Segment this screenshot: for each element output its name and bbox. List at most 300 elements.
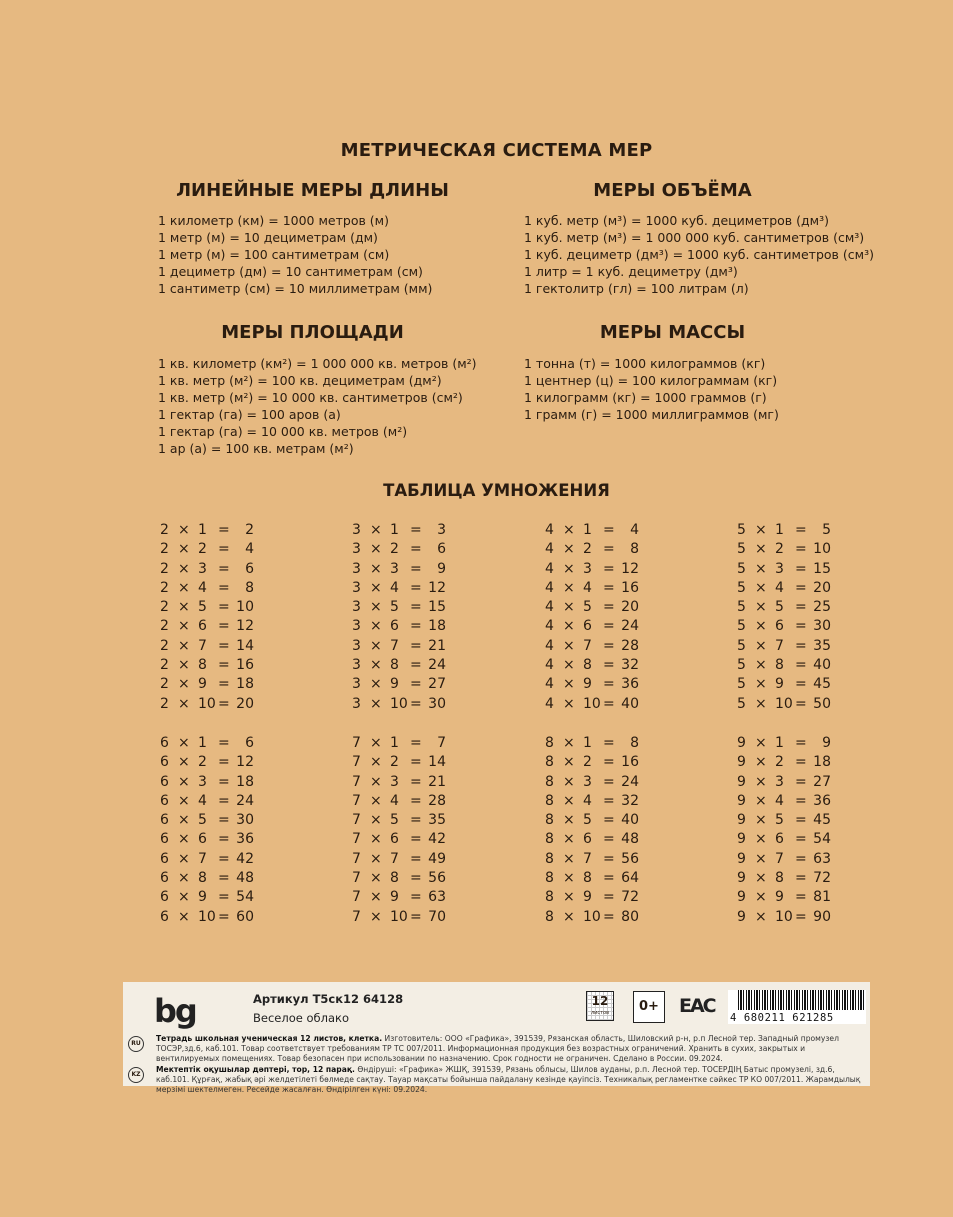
times-sign: ×: [563, 754, 575, 771]
product: 16: [621, 579, 639, 596]
equals-sign: =: [795, 657, 807, 674]
equals-sign: =: [795, 695, 807, 712]
multiplication-row: [352, 773, 462, 792]
series-name: Веселое облако: [253, 1011, 349, 1025]
multiplier: 9: [390, 676, 399, 693]
factor: 3: [352, 637, 361, 654]
multiplication-row: [352, 869, 462, 888]
area-section-title: МЕРЫ ПЛОЩАДИ: [221, 322, 404, 343]
factor: 9: [737, 735, 746, 751]
page-title: МЕТРИЧЕСКАЯ СИСТЕМА МЕР: [340, 140, 653, 161]
equals-sign: =: [603, 792, 615, 809]
factor: 9: [737, 889, 746, 906]
multiplier: 2: [775, 541, 784, 558]
times-sign: ×: [370, 599, 382, 616]
equals-sign: =: [410, 618, 422, 635]
factor: 4: [545, 618, 554, 635]
product: 24: [236, 792, 254, 809]
multiplication-row: [352, 598, 462, 617]
times-sign: ×: [755, 870, 767, 887]
times-sign: ×: [563, 831, 575, 848]
factor: 2: [160, 676, 169, 693]
times-sign: ×: [370, 541, 382, 558]
product: 14: [428, 754, 446, 771]
equals-sign: =: [410, 695, 422, 712]
factor: 3: [352, 618, 361, 635]
area-lines: [158, 355, 477, 457]
times-sign: ×: [178, 522, 190, 538]
times-sign: ×: [370, 637, 382, 654]
product: 28: [428, 792, 446, 809]
equals-sign: =: [603, 637, 615, 654]
multiplier: 4: [583, 792, 592, 809]
age-rating-badge: 0+: [633, 991, 665, 1023]
product: 6: [437, 541, 446, 558]
times-sign: ×: [755, 637, 767, 654]
times-sign: ×: [563, 773, 575, 790]
multiplication-row: [160, 850, 270, 869]
factor: 3: [352, 560, 361, 577]
area-line: 1 гектар (га) = 10 000 кв. метров (м²): [158, 424, 408, 439]
times-sign: ×: [370, 870, 382, 887]
equals-sign: =: [218, 657, 230, 674]
multiplier: 5: [198, 812, 207, 829]
multiplier: 8: [198, 657, 207, 674]
factor: 5: [737, 599, 746, 616]
equals-sign: =: [603, 754, 615, 771]
multiplication-row: [160, 598, 270, 617]
equals-sign: =: [218, 637, 230, 654]
factor: 5: [737, 618, 746, 635]
multiplication-row: [545, 773, 655, 792]
length-line: 1 дециметр (дм) = 10 сантиметрам (см): [158, 264, 423, 279]
multiplication-row: [352, 734, 462, 753]
product: 15: [813, 560, 831, 577]
times-sign: ×: [178, 908, 190, 925]
times-sign: ×: [755, 541, 767, 558]
kz-info-body: Өндіруші: «Графика» ЖШҚ, 391539, Рязань облысы, Шилов ауданы, р.п. Лесной тер. ТОСЕРДІҢ Батыс промузелі, зд.6, каб.101. Құрғақ, жабық әрі желдетілеті бөлмеде сақтау. Тауар мақсаты бойынша пайдалану кезінде қауіпсіз. Техникалық регламентке сәйкес ТР КО 007/2011. Жарамдылық мерзімі шектелмеген. Ресейде жасалған. Өндірілген күні: 09.2024.: [156, 1065, 861, 1094]
equals-sign: =: [603, 560, 615, 577]
multiplication-row: [545, 792, 655, 811]
equals-sign: =: [795, 812, 807, 829]
factor: 5: [737, 560, 746, 577]
product: 8: [245, 579, 254, 596]
multiplier: 3: [198, 773, 207, 790]
equals-sign: =: [795, 754, 807, 771]
multiplication-row: [352, 695, 462, 714]
factor: 6: [160, 792, 169, 809]
product: 8: [630, 735, 639, 751]
product: 21: [428, 773, 446, 790]
product: 35: [428, 812, 446, 829]
product: 63: [428, 889, 446, 906]
times-sign: ×: [178, 695, 190, 712]
multiplier: 2: [390, 541, 399, 558]
factor: 7: [352, 754, 361, 771]
kz-info-text: [156, 1065, 868, 1095]
mass-line: 1 центнер (ц) = 100 килограммам (кг): [524, 373, 778, 388]
multiplier: 7: [390, 637, 399, 654]
mass-line: 1 грамм (г) = 1000 миллиграммов (мг): [524, 407, 779, 422]
times-sign: ×: [755, 773, 767, 790]
times-sign: ×: [370, 560, 382, 577]
factor: 5: [737, 637, 746, 654]
times-sign: ×: [563, 637, 575, 654]
equals-sign: =: [795, 579, 807, 596]
factor: 7: [352, 831, 361, 848]
times-sign: ×: [370, 773, 382, 790]
multiplication-row: [545, 830, 655, 849]
area-line: 1 гектар (га) = 100 аров (а): [158, 407, 341, 422]
times-sign: ×: [755, 618, 767, 635]
equals-sign: =: [603, 676, 615, 693]
multiplication-row: [545, 637, 655, 656]
multiplier: 9: [775, 889, 784, 906]
factor: 4: [545, 560, 554, 577]
times-sign: ×: [563, 599, 575, 616]
multiplication-row: [352, 850, 462, 869]
times-sign: ×: [178, 831, 190, 848]
factor: 7: [352, 812, 361, 829]
equals-sign: =: [795, 831, 807, 848]
multiplication-row: [160, 869, 270, 888]
equals-sign: =: [795, 870, 807, 887]
times-sign: ×: [178, 812, 190, 829]
multiplier: 7: [198, 637, 207, 654]
length-lines: [158, 212, 432, 297]
multiplication-row: [160, 830, 270, 849]
multiplication-row: [352, 811, 462, 830]
multiplication-row: [545, 560, 655, 579]
equals-sign: =: [795, 773, 807, 790]
multiplier: 8: [198, 870, 207, 887]
factor: 4: [545, 695, 554, 712]
multiplier: 9: [390, 889, 399, 906]
equals-sign: =: [603, 541, 615, 558]
eac-mark: EAC: [679, 995, 715, 1017]
product: 15: [428, 599, 446, 616]
times-sign: ×: [370, 579, 382, 596]
multiplication-row: [352, 617, 462, 636]
multiplication-row: [160, 560, 270, 579]
product: 45: [813, 812, 831, 829]
times-sign: ×: [370, 676, 382, 693]
factor: 6: [160, 889, 169, 906]
equals-sign: =: [410, 735, 422, 751]
product: 18: [428, 618, 446, 635]
factor: 4: [545, 657, 554, 674]
multiplication-row: [160, 908, 270, 927]
multiplication-row: [160, 540, 270, 559]
multiplier: 10: [198, 908, 216, 925]
factor: 9: [737, 908, 746, 925]
times-sign: ×: [563, 812, 575, 829]
multiplication-row: [545, 675, 655, 694]
product: 7: [437, 735, 446, 751]
equals-sign: =: [410, 599, 422, 616]
equals-sign: =: [218, 695, 230, 712]
multiplier: 6: [583, 618, 592, 635]
multiplier: 7: [390, 850, 399, 867]
multiplication-row: [545, 656, 655, 675]
product: 14: [236, 637, 254, 654]
multiplication-row: [545, 888, 655, 907]
multiplication-row: [160, 773, 270, 792]
factor: 9: [737, 754, 746, 771]
multiplier: 6: [775, 618, 784, 635]
multiplier: 2: [390, 754, 399, 771]
multiplier: 8: [390, 870, 399, 887]
equals-sign: =: [795, 637, 807, 654]
multiplier: 2: [198, 754, 207, 771]
ru-language-tag: RU: [128, 1036, 144, 1052]
times-sign: ×: [178, 599, 190, 616]
times-sign: ×: [178, 657, 190, 674]
product: 32: [621, 792, 639, 809]
multiplier: 3: [775, 560, 784, 577]
factor: 9: [737, 831, 746, 848]
product: 20: [813, 579, 831, 596]
times-sign: ×: [563, 560, 575, 577]
multiplier: 7: [775, 637, 784, 654]
multiplier: 7: [583, 850, 592, 867]
multiplication-row: [160, 792, 270, 811]
multiplier: 10: [390, 695, 408, 712]
multiplier: 9: [583, 889, 592, 906]
multiplier: 6: [390, 618, 399, 635]
multiplication-row: [737, 540, 847, 559]
times-sign: ×: [370, 889, 382, 906]
product: 24: [428, 657, 446, 674]
product: 72: [813, 870, 831, 887]
multiplication-row: [352, 675, 462, 694]
multiplication-row: [737, 656, 847, 675]
times-sign: ×: [563, 792, 575, 809]
multiplier: 9: [583, 676, 592, 693]
factor: 8: [545, 870, 554, 887]
factor: 2: [160, 599, 169, 616]
barcode-bars: [738, 990, 864, 1010]
multiplication-block-3: [352, 521, 462, 714]
brand-logo: bg: [154, 992, 196, 1030]
equals-sign: =: [795, 735, 807, 751]
multiplication-row: [545, 811, 655, 830]
factor: 8: [545, 850, 554, 867]
product: 24: [621, 773, 639, 790]
equals-sign: =: [218, 792, 230, 809]
product: 9: [822, 735, 831, 751]
volume-line: 1 гектолитр (гл) = 100 литрам (л): [524, 281, 749, 296]
multiplier: 3: [198, 560, 207, 577]
product: 27: [813, 773, 831, 790]
multiplier: 1: [198, 735, 207, 751]
multiplication-row: [737, 695, 847, 714]
product: 12: [236, 754, 254, 771]
factor: 7: [352, 870, 361, 887]
multiplication-row: [545, 579, 655, 598]
factor: 6: [160, 831, 169, 848]
multiplier: 4: [775, 579, 784, 596]
multiplier: 9: [198, 676, 207, 693]
equals-sign: =: [603, 657, 615, 674]
multiplier: 5: [775, 599, 784, 616]
product: 64: [621, 870, 639, 887]
times-sign: ×: [563, 541, 575, 558]
product: 28: [621, 637, 639, 654]
product: 6: [245, 560, 254, 577]
multiplication-block-8: [545, 734, 655, 927]
multiplication-row: [545, 734, 655, 753]
times-sign: ×: [370, 695, 382, 712]
multiplier: 1: [775, 522, 784, 538]
multiplier: 3: [583, 560, 592, 577]
times-sign: ×: [755, 695, 767, 712]
equals-sign: =: [218, 831, 230, 848]
factor: 9: [737, 792, 746, 809]
product: 30: [236, 812, 254, 829]
factor: 6: [160, 812, 169, 829]
product: 27: [428, 676, 446, 693]
times-sign: ×: [178, 870, 190, 887]
factor: 7: [352, 850, 361, 867]
factor: 4: [545, 599, 554, 616]
volume-line: 1 куб. метр (м³) = 1000 куб. дециметров (дм³): [524, 213, 829, 228]
factor: 5: [737, 522, 746, 538]
multiplication-row: [737, 675, 847, 694]
multiplier: 6: [198, 831, 207, 848]
multiplication-row: [160, 617, 270, 636]
product: 16: [621, 754, 639, 771]
product: 45: [813, 676, 831, 693]
length-line: 1 метр (м) = 10 дециметрам (дм): [158, 230, 378, 245]
factor: 8: [545, 792, 554, 809]
times-sign: ×: [178, 735, 190, 751]
multiplier: 1: [198, 522, 207, 538]
times-sign: ×: [755, 676, 767, 693]
product: 56: [621, 850, 639, 867]
times-sign: ×: [370, 657, 382, 674]
multiplication-row: [160, 888, 270, 907]
equals-sign: =: [603, 579, 615, 596]
equals-sign: =: [795, 599, 807, 616]
multiplier: 7: [198, 850, 207, 867]
equals-sign: =: [218, 541, 230, 558]
product: 36: [813, 792, 831, 809]
equals-sign: =: [218, 522, 230, 538]
equals-sign: =: [410, 637, 422, 654]
factor: 2: [160, 579, 169, 596]
multiplication-row: [737, 811, 847, 830]
area-line: 1 ар (а) = 100 кв. метрам (м²): [158, 441, 354, 456]
factor: 5: [737, 541, 746, 558]
times-sign: ×: [563, 735, 575, 751]
equals-sign: =: [603, 618, 615, 635]
product: 50: [813, 695, 831, 712]
factor: 6: [160, 754, 169, 771]
area-line: 1 кв. метр (м²) = 10 000 кв. сантиметров (см²): [158, 390, 463, 405]
times-sign: ×: [563, 579, 575, 596]
factor: 2: [160, 637, 169, 654]
times-sign: ×: [755, 754, 767, 771]
multiplier: 5: [775, 812, 784, 829]
factor: 6: [160, 908, 169, 925]
multiplier: 2: [583, 754, 592, 771]
product: 63: [813, 850, 831, 867]
product: 3: [437, 522, 446, 538]
multiplier: 8: [583, 870, 592, 887]
product: 21: [428, 637, 446, 654]
product: 10: [236, 599, 254, 616]
product: 10: [813, 541, 831, 558]
multiplication-row: [160, 656, 270, 675]
times-sign: ×: [178, 560, 190, 577]
multiplication-row: [737, 521, 847, 540]
product: 12: [236, 618, 254, 635]
multiplier: 8: [390, 657, 399, 674]
ru-info-bold: Тетрадь школьная ученическая 12 листов, клетка.: [156, 1034, 383, 1043]
equals-sign: =: [218, 908, 230, 925]
equals-sign: =: [218, 850, 230, 867]
equals-sign: =: [410, 812, 422, 829]
length-line: 1 метр (м) = 100 сантиметрам (см): [158, 247, 390, 262]
times-sign: ×: [755, 599, 767, 616]
times-sign: ×: [178, 889, 190, 906]
equals-sign: =: [218, 579, 230, 596]
multiplier: 9: [775, 676, 784, 693]
factor: 3: [352, 579, 361, 596]
multiplication-row: [160, 521, 270, 540]
multiplication-row: [545, 617, 655, 636]
equals-sign: =: [603, 908, 615, 925]
multiplier: 3: [775, 773, 784, 790]
factor: 3: [352, 599, 361, 616]
product: 40: [621, 695, 639, 712]
equals-sign: =: [218, 754, 230, 771]
multiplication-row: [160, 753, 270, 772]
factor: 6: [160, 870, 169, 887]
multiplication-block-5: [737, 521, 847, 714]
multiplication-row: [352, 792, 462, 811]
volume-line: 1 куб. метр (м³) = 1 000 000 куб. сантиметров (см³): [524, 230, 865, 245]
factor: 4: [545, 676, 554, 693]
factor: 9: [737, 850, 746, 867]
multiplication-row: [160, 675, 270, 694]
multiplier: 1: [390, 735, 399, 751]
equals-sign: =: [410, 870, 422, 887]
equals-sign: =: [410, 754, 422, 771]
times-sign: ×: [563, 657, 575, 674]
equals-sign: =: [218, 812, 230, 829]
factor: 5: [737, 676, 746, 693]
factor: 7: [352, 908, 361, 925]
multiplication-row: [737, 579, 847, 598]
product: 42: [236, 850, 254, 867]
multiplier: 4: [775, 792, 784, 809]
multiplier: 1: [583, 522, 592, 538]
multiplication-row: [352, 656, 462, 675]
times-sign: ×: [370, 850, 382, 867]
area-line: 1 кв. метр (м²) = 100 кв. дециметрам (дм²): [158, 373, 442, 388]
multiplier: 7: [583, 637, 592, 654]
multiplier: 5: [583, 812, 592, 829]
equals-sign: =: [410, 908, 422, 925]
equals-sign: =: [218, 618, 230, 635]
times-sign: ×: [563, 695, 575, 712]
multiplier: 2: [583, 541, 592, 558]
multiplication-row: [545, 598, 655, 617]
multiplication-row: [545, 753, 655, 772]
product: 2: [245, 522, 254, 538]
